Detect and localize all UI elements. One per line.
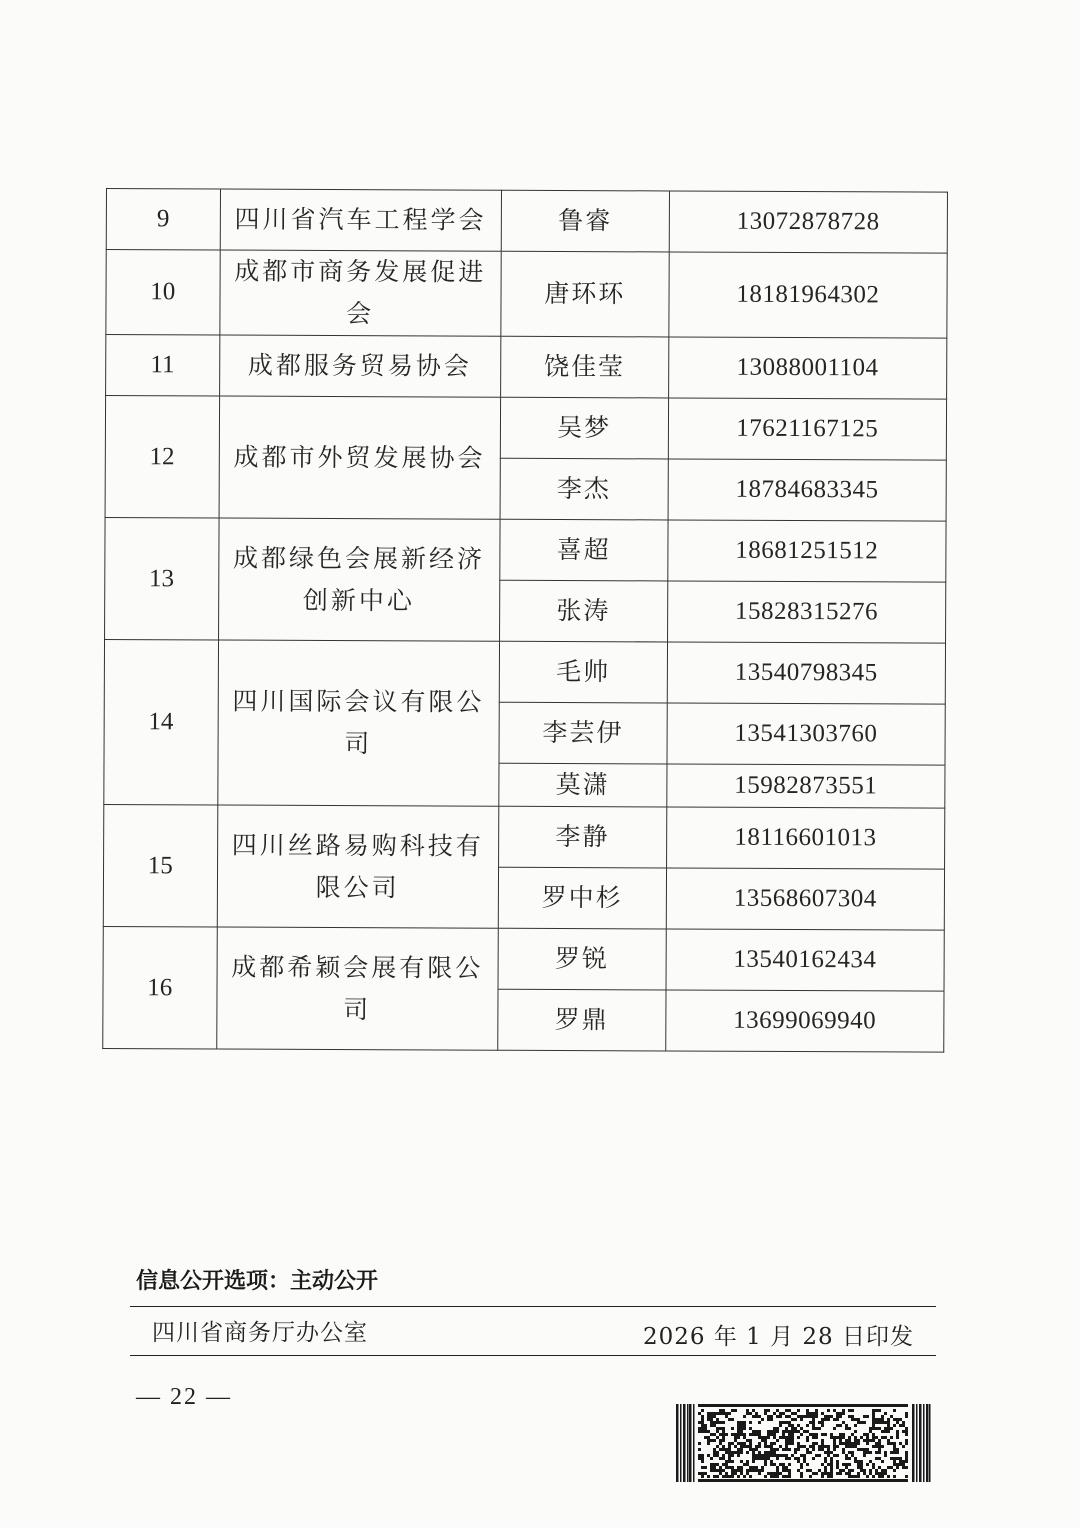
contact-phone: 13088001104	[668, 337, 947, 399]
barcode-image	[676, 1404, 932, 1482]
contact-phone: 18181964302	[669, 252, 948, 338]
row-number: 14	[104, 639, 218, 804]
contact-phone: 18116601013	[666, 807, 945, 869]
contact-phone: 13568607304	[666, 868, 945, 930]
contact-name: 喜超	[500, 519, 668, 581]
issue-date: 2026 年 1 月 28 日印发	[643, 1324, 914, 1350]
contact-phone: 13699069940	[665, 990, 944, 1052]
footer-rule-top	[130, 1306, 936, 1307]
row-number: 11	[106, 335, 220, 396]
contact-phone: 13540162434	[666, 929, 945, 991]
row-number: 13	[105, 517, 219, 639]
page-number: — 22 —	[136, 1384, 232, 1410]
footer-rule-bottom	[130, 1355, 936, 1356]
organization-name: 成都希颖会展有限公司	[216, 927, 498, 1050]
organization-name: 四川丝路易购科技有限公司	[217, 805, 499, 928]
table-row	[106, 250, 947, 339]
contact-name: 李杰	[500, 458, 668, 520]
organization-name: 四川省汽车工程学会	[220, 189, 502, 251]
contact-name: 吴梦	[500, 397, 668, 459]
contact-name: 毛帅	[499, 641, 667, 703]
contact-table	[102, 188, 948, 1053]
contact-name: 罗鼎	[498, 989, 666, 1051]
organization-name: 成都市商务发展促进会	[219, 250, 501, 336]
contact-name: 莫潇	[499, 763, 667, 807]
disclosure-option: 信息公开选项：主动公开	[136, 1269, 379, 1294]
organization-name: 成都市外贸发展协会	[219, 396, 501, 519]
row-number: 16	[103, 926, 217, 1048]
contact-table-body	[103, 189, 948, 1053]
contact-name: 罗锐	[498, 928, 666, 990]
table-row	[104, 639, 945, 704]
issuing-office: 四川省商务厅办公室	[152, 1320, 368, 1346]
row-number: 10	[106, 250, 220, 335]
contact-name: 李静	[498, 806, 666, 868]
table-row	[106, 335, 947, 400]
contact-phone: 15982873551	[666, 764, 945, 808]
contact-name: 饶佳莹	[500, 336, 668, 398]
contact-phone: 13540798345	[667, 642, 946, 704]
contact-name: 李芸伊	[499, 702, 667, 764]
contact-phone: 18784683345	[668, 459, 947, 521]
contact-phone: 17621167125	[668, 398, 947, 460]
contact-phone: 15828315276	[667, 581, 946, 643]
table-row	[105, 396, 946, 461]
row-number: 12	[105, 396, 219, 518]
contact-name: 张涛	[499, 580, 667, 642]
table-row	[105, 517, 946, 582]
table-row	[104, 804, 945, 869]
contact-phone: 13541303760	[667, 703, 946, 765]
contact-name: 罗中杉	[498, 867, 666, 929]
row-number: 9	[106, 189, 220, 250]
contact-phone: 18681251512	[667, 520, 946, 582]
table-row	[103, 926, 944, 991]
contact-name: 唐环环	[501, 251, 669, 337]
organization-name: 成都绿色会展新经济创新中心	[218, 518, 500, 641]
table-row	[106, 189, 947, 254]
contact-phone: 13072878728	[669, 191, 948, 253]
organization-name: 四川国际会议有限公司	[217, 640, 499, 806]
organization-name: 成都服务贸易协会	[219, 335, 501, 397]
row-number: 15	[103, 804, 217, 926]
contact-name: 鲁睿	[501, 190, 669, 252]
